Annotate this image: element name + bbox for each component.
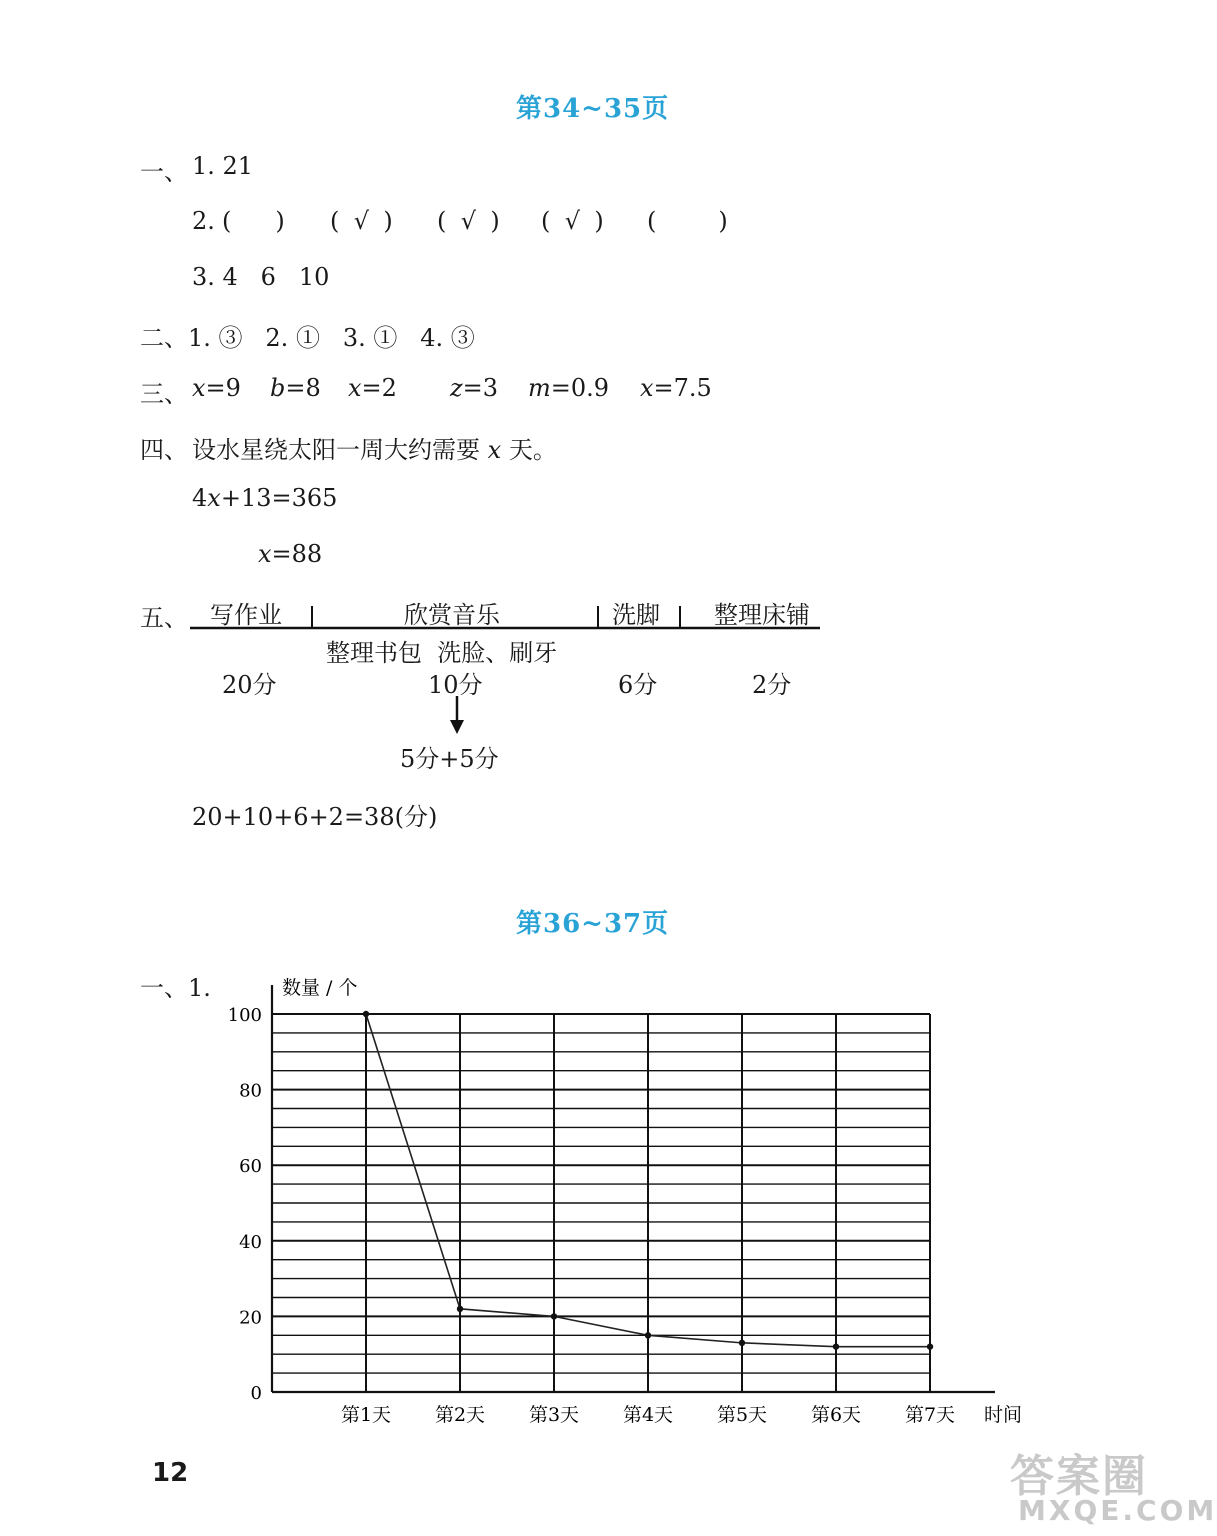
var: x: [207, 484, 221, 512]
section-title-36-37: 第36~37页: [516, 909, 670, 939]
data-point: [833, 1343, 839, 1349]
q1-2-paren-4: ( √ ): [541, 207, 604, 235]
x-tick-label: 第5天: [716, 1404, 768, 1426]
data-point: [363, 1011, 369, 1017]
y-tick-label: 80: [239, 1080, 262, 1102]
timeline-item-homework: 写作业: [210, 601, 282, 629]
data-point: [457, 1306, 463, 1312]
split-duration: 5分+5分: [400, 745, 499, 773]
var: x: [192, 374, 206, 402]
y-tick-labels: [228, 1005, 262, 1404]
var: x: [640, 374, 654, 402]
q5-label: 五、: [140, 604, 188, 632]
y-tick-label: 0: [250, 1383, 262, 1404]
q1-2-paren-2: ( √ ): [330, 207, 393, 235]
chart-grid: [272, 1014, 930, 1392]
x-tick-labels: [341, 1404, 955, 1426]
value: =0.9: [550, 374, 610, 402]
data-point: [645, 1332, 651, 1338]
value: =9: [205, 374, 241, 402]
s2-q1-label: 一、1.: [140, 974, 211, 1002]
text: +13=365: [220, 484, 338, 512]
x-tick-label: 第2天: [434, 1404, 486, 1426]
duration-make-bed: 2分: [752, 671, 792, 699]
q4-label: 四、: [140, 436, 188, 464]
duration-wash-feet: 6分: [618, 671, 658, 699]
x-tick-label: 第6天: [810, 1404, 862, 1426]
parallel-tasks: 整理书包 洗脸、刷牙: [326, 639, 558, 667]
x-axis-label: 时间: [984, 1404, 1023, 1426]
check-mark-4: √: [564, 207, 581, 235]
value: =8: [285, 374, 321, 402]
text: 天。: [501, 436, 557, 464]
y-axis-label: 数量 / 个: [282, 977, 358, 999]
y-tick-label: 60: [239, 1156, 262, 1178]
value: =7.5: [653, 374, 712, 402]
duration-music: 10分: [428, 671, 483, 699]
check-mark-3: √: [460, 207, 477, 235]
q1-2-prefix: 2.: [192, 207, 215, 235]
chart-axes: [272, 985, 995, 1392]
q1-1-answer: 1. 21: [192, 152, 254, 180]
x-tick-label: 第3天: [528, 1404, 580, 1426]
data-point: [739, 1340, 745, 1346]
y-tick-label: 100: [227, 1005, 262, 1026]
page-number: 12: [152, 1458, 189, 1488]
text: =88: [271, 540, 323, 568]
duration-homework: 20分: [222, 671, 277, 699]
total-calculation: 20+10+6+2=38(分): [192, 803, 438, 831]
x-tick-label: 第1天: [340, 1404, 392, 1426]
q2-answer-line: 二、1. ③ 2. ① 3. ① 4. ③: [140, 324, 475, 352]
section-title-34-35: 第34~35页: [516, 94, 670, 124]
y-tick-label: 40: [239, 1231, 262, 1253]
q1-label: 一、: [140, 158, 188, 186]
q3-label: 三、: [140, 380, 188, 408]
x-tick-label: 第4天: [622, 1404, 674, 1426]
data-point: [927, 1343, 933, 1349]
q1-2-paren-3: ( √ ): [437, 207, 500, 235]
var: x: [487, 436, 502, 464]
x-tick-label: 第7天: [904, 1404, 956, 1426]
watermark-url: MXQE.COM: [1018, 1494, 1217, 1527]
q1-2-paren-1: ( ): [222, 207, 285, 235]
var: m: [528, 374, 551, 402]
var: x: [348, 374, 362, 402]
value: =3: [462, 374, 499, 402]
timeline-item-make-bed: 整理床铺: [714, 601, 810, 629]
var: z: [450, 374, 463, 402]
timeline-item-wash-feet: 洗脚: [612, 601, 660, 629]
check-mark-2: √: [353, 207, 370, 235]
text: 设水星绕太阳一周大约需要: [192, 436, 488, 464]
var: x: [258, 540, 272, 568]
q1-2-paren-5: ( ): [647, 207, 728, 235]
y-tick-label: 20: [239, 1307, 262, 1329]
q1-3-answer: 3. 4 6 10: [192, 263, 330, 291]
var: b: [270, 374, 286, 402]
value: =2: [361, 374, 397, 402]
data-point: [551, 1313, 557, 1319]
timeline-item-music: 欣赏音乐: [404, 601, 500, 629]
watermark-logo: 答案圈: [1010, 1451, 1148, 1502]
text: 4: [192, 484, 208, 512]
